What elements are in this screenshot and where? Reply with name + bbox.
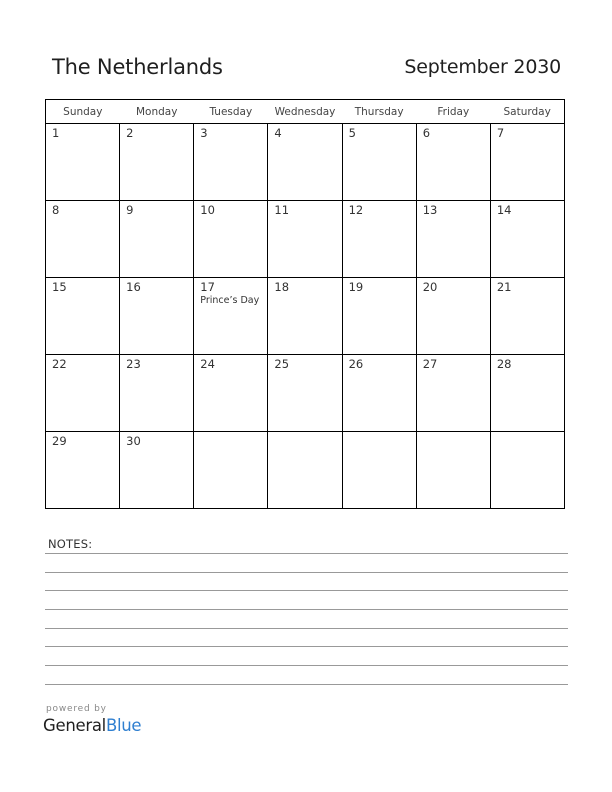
generalblue-logo [43, 716, 141, 735]
notes-line [45, 684, 568, 685]
day-number: 26 [348, 357, 364, 371]
day-cell-empty [342, 432, 416, 509]
day-cell [46, 124, 120, 201]
weekday-monday: Monday [120, 100, 194, 124]
month-year-title: September 2030 [404, 56, 561, 78]
day-cell [120, 201, 194, 278]
day-number: 13 [422, 203, 438, 217]
day-cell [268, 124, 342, 201]
day-cell [416, 278, 490, 355]
day-number: 5 [348, 126, 356, 140]
day-cell [490, 278, 564, 355]
day-cell [490, 124, 564, 201]
week-row [46, 432, 565, 509]
day-cell [120, 278, 194, 355]
holiday-label: Prince’s Day [200, 295, 260, 306]
day-cell [194, 124, 268, 201]
day-number: 14 [496, 203, 512, 217]
day-number: 2 [126, 126, 134, 140]
day-number: 15 [52, 280, 67, 294]
logo-text-general: General [43, 716, 106, 735]
day-number: 16 [126, 280, 141, 294]
day-cell [194, 201, 268, 278]
day-cell [342, 124, 416, 201]
day-number: 11 [274, 203, 290, 217]
day-number: 9 [126, 203, 134, 217]
day-cell [490, 355, 564, 432]
weekday-saturday: Saturday [490, 100, 564, 124]
day-number: 27 [422, 357, 438, 371]
notes-line [45, 646, 568, 647]
powered-by-label: powered by [46, 704, 107, 714]
day-cell [46, 355, 120, 432]
day-number: 29 [52, 434, 67, 448]
day-number: 30 [126, 434, 141, 448]
day-cell-empty [490, 432, 564, 509]
day-number: 8 [52, 203, 60, 217]
day-cell [342, 355, 416, 432]
day-number: 25 [274, 357, 290, 371]
week-row [46, 355, 565, 432]
weekday-sunday: Sunday [46, 100, 120, 124]
week-row [46, 124, 565, 201]
notes-line [45, 609, 568, 610]
day-cell-empty [416, 432, 490, 509]
country-title: The Netherlands [52, 55, 223, 79]
day-number: 12 [348, 203, 364, 217]
logo-text-blue: Blue [105, 716, 142, 735]
day-cell [416, 355, 490, 432]
day-number: 20 [422, 280, 438, 294]
day-number: 23 [126, 357, 141, 371]
day-number: 4 [274, 126, 282, 140]
day-number: 18 [274, 280, 290, 294]
day-cell [46, 432, 120, 509]
day-number: 28 [496, 357, 512, 371]
day-cell [120, 355, 194, 432]
week-row [46, 278, 565, 355]
day-number: 7 [496, 126, 505, 140]
notes-line [45, 665, 568, 666]
notes-line [45, 628, 568, 629]
day-number: 6 [422, 126, 431, 140]
day-cell-holiday [194, 278, 268, 355]
weekday-friday: Friday [416, 100, 490, 124]
day-cell [268, 355, 342, 432]
calendar-grid [45, 99, 565, 509]
day-number: 21 [496, 280, 512, 294]
day-cell [342, 201, 416, 278]
day-cell [490, 201, 564, 278]
week-row [46, 201, 565, 278]
weekday-wednesday: Wednesday [268, 100, 342, 124]
day-number: 22 [52, 357, 67, 371]
day-number: 19 [348, 280, 364, 294]
day-number: 24 [200, 357, 215, 371]
day-number: 10 [200, 203, 215, 217]
weekday-header-row [46, 100, 565, 124]
day-cell-empty [194, 432, 268, 509]
notes-line [45, 590, 568, 591]
weekday-thursday: Thursday [342, 100, 416, 124]
day-cell [342, 278, 416, 355]
day-number: 1 [52, 126, 60, 140]
day-cell [46, 201, 120, 278]
day-cell-empty [268, 432, 342, 509]
day-number: 17 [200, 280, 215, 294]
day-cell [120, 124, 194, 201]
notes-label: NOTES: [48, 537, 93, 551]
day-cell [416, 201, 490, 278]
day-cell [416, 124, 490, 201]
day-cell [268, 278, 342, 355]
day-cell [268, 201, 342, 278]
weekday-tuesday: Tuesday [194, 100, 268, 124]
day-number: 3 [200, 126, 208, 140]
day-cell [46, 278, 120, 355]
day-cell [194, 355, 268, 432]
day-cell [120, 432, 194, 509]
notes-line [45, 553, 568, 554]
notes-line [45, 572, 568, 573]
